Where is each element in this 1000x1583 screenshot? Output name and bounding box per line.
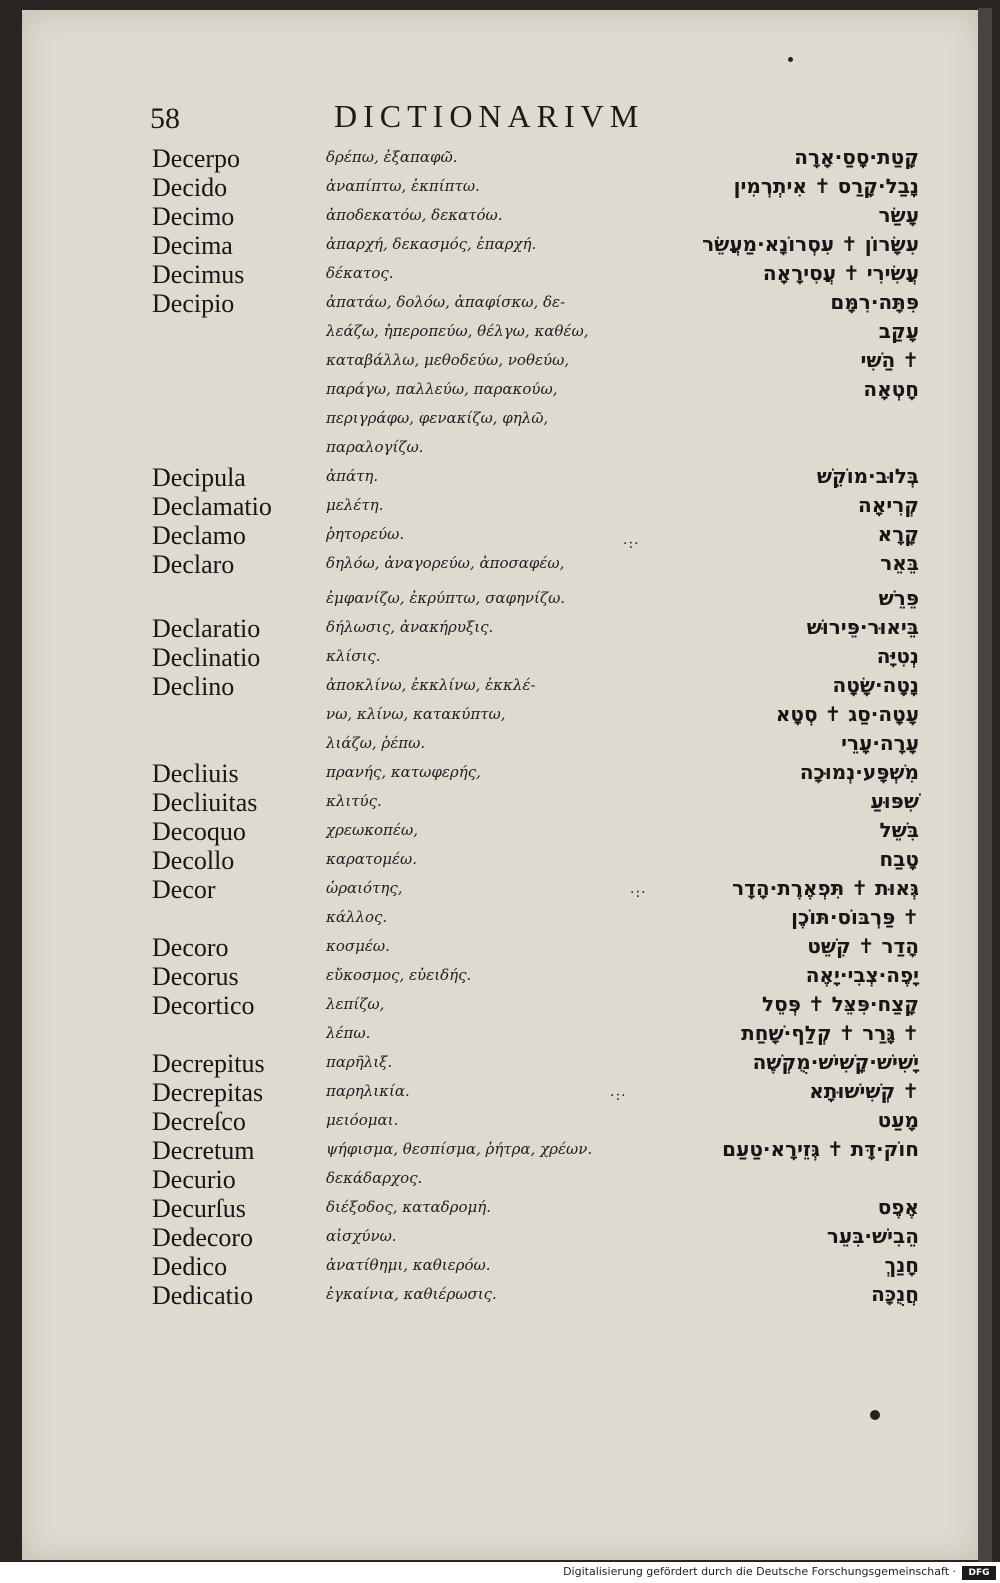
latin-term: Decimo bbox=[152, 202, 235, 231]
hebrew-gloss: עָטָה·סַג ✝ סְטָא bbox=[775, 702, 919, 726]
entry-row bbox=[0, 550, 1000, 580]
hebrew-gloss: אֶפֶס bbox=[877, 1195, 919, 1219]
entry-row bbox=[0, 289, 1000, 319]
greek-gloss: ἀπατάω, δολόω, ἀπαφίσκω, δε- bbox=[326, 293, 566, 311]
latin-term: Decima bbox=[152, 231, 233, 260]
entry-row bbox=[0, 231, 1000, 261]
greek-gloss: μελέτη. bbox=[326, 496, 384, 514]
latin-term: Decipula bbox=[152, 463, 246, 492]
ink-spot bbox=[788, 57, 793, 62]
greek-gloss: ῥητορεύω. bbox=[326, 525, 405, 543]
latin-term: Decrepitas bbox=[152, 1078, 264, 1107]
hebrew-gloss: בְּלוּב·מוֹקֵשׁ bbox=[816, 464, 919, 488]
hebrew-gloss: פֵּרֵשׁ bbox=[878, 586, 919, 610]
greek-gloss: ἀνατίθημι, καθιερόω. bbox=[326, 1256, 491, 1274]
printer-mark: ·:· bbox=[610, 1088, 627, 1104]
page-header bbox=[0, 98, 1000, 138]
greek-gloss: νω, κλίνω, κατακύπτω, bbox=[326, 705, 506, 723]
hebrew-gloss: טָבַח bbox=[879, 847, 919, 871]
hebrew-gloss: בִּשֵּׁל bbox=[879, 818, 919, 842]
hebrew-gloss: יָפֶה·צְבִי·יָאֶה bbox=[805, 963, 919, 987]
hebrew-gloss: קָרָא bbox=[877, 522, 919, 546]
latin-term: Decoquo bbox=[152, 817, 246, 846]
greek-gloss: διέξοδος, καταδρομή. bbox=[326, 1198, 492, 1216]
greek-gloss: κοσμέω. bbox=[326, 937, 390, 955]
greek-gloss: ἀναπίπτω, ἐκπίπτω. bbox=[326, 177, 480, 195]
greek-gloss: πρανής, κατωφερής, bbox=[326, 763, 481, 781]
entry-row bbox=[0, 1020, 1000, 1050]
latin-term: Decido bbox=[152, 173, 228, 202]
ink-spot bbox=[870, 1410, 880, 1420]
entry-row bbox=[0, 1078, 1000, 1108]
latin-term: Decipio bbox=[152, 289, 235, 318]
hebrew-gloss: גְּאוּת ✝ תִּפְאֶרֶת·הָדָר bbox=[732, 876, 919, 900]
latin-term: Decurſus bbox=[152, 1194, 246, 1223]
hebrew-gloss: קְרִיאָה bbox=[858, 493, 919, 517]
entry-row bbox=[0, 672, 1000, 702]
latin-term: Dedecoro bbox=[152, 1223, 254, 1252]
latin-term: Decollo bbox=[152, 846, 235, 875]
greek-gloss: λεάζω, ἠπεροπεύω, θέλγω, καθέω, bbox=[326, 322, 589, 340]
hebrew-gloss: פִּתָּה·רִמָּם bbox=[830, 290, 919, 314]
entry-row bbox=[0, 318, 1000, 348]
greek-gloss: καρατομέω. bbox=[326, 850, 418, 868]
entry-row bbox=[0, 788, 1000, 818]
latin-term: Declinatio bbox=[152, 643, 261, 672]
latin-term: Decimus bbox=[152, 260, 245, 289]
latin-term: Decor bbox=[152, 875, 216, 904]
greek-gloss: ἐγκαίνια, καθιέρωσις. bbox=[326, 1285, 497, 1303]
hebrew-gloss: חָטְאָה bbox=[863, 377, 919, 401]
entry-row bbox=[0, 933, 1000, 963]
entry-row bbox=[0, 991, 1000, 1021]
greek-gloss: λέπω. bbox=[326, 1024, 371, 1042]
hebrew-gloss: נָטָה·שָׂטָה bbox=[832, 673, 919, 697]
printer-mark: ·:· bbox=[623, 536, 640, 552]
entry-row bbox=[0, 1165, 1000, 1195]
entry-row bbox=[0, 144, 1000, 174]
latin-term: Declaratio bbox=[152, 614, 261, 643]
page-number: 58 bbox=[150, 102, 180, 135]
hebrew-gloss: ✝ גָּרַר ✝ קְלַף·שָׁחַת bbox=[741, 1021, 919, 1045]
greek-gloss: μειόομαι. bbox=[326, 1111, 399, 1129]
entry-row bbox=[0, 1136, 1000, 1166]
hebrew-gloss: בֵּיאוּר·פֵּירוּשׁ bbox=[806, 615, 919, 639]
greek-gloss: κλίσις. bbox=[326, 647, 381, 665]
greek-gloss: ψήφισμα, θεσπίσμα, ῥήτρα, χρέων. bbox=[326, 1140, 593, 1158]
latin-term: Decliuis bbox=[152, 759, 239, 788]
entry-row bbox=[0, 875, 1000, 905]
entry-row bbox=[0, 202, 1000, 232]
hebrew-gloss: ✝ פַּרְבּוֹס·תּוֹכֶן bbox=[791, 905, 919, 929]
footer-bar bbox=[0, 1563, 1000, 1583]
entry-row bbox=[0, 1049, 1000, 1079]
hebrew-gloss: עָקַב bbox=[878, 319, 919, 343]
printer-mark: ·:· bbox=[630, 885, 647, 901]
greek-gloss: ἐμφανίζω, ἐκρύπτω, σαφηνίζω. bbox=[326, 589, 566, 607]
entry-row bbox=[0, 376, 1000, 406]
hebrew-gloss: חֲנֻכָּה bbox=[871, 1282, 919, 1306]
funding-notice: Digitalisierung gefördert durch die Deutsche Forschungsgemeinschaft · bbox=[563, 1565, 956, 1578]
hebrew-gloss: שִׁפּוּעַ bbox=[870, 789, 919, 813]
entry-row bbox=[0, 730, 1000, 760]
hebrew-gloss: חָנַךְ bbox=[884, 1253, 919, 1277]
hebrew-gloss: הֵבִישׁ·בִּעֵר bbox=[826, 1224, 919, 1248]
hebrew-gloss: נָבַל·קָרַס ✝ אִיתְרְמִין bbox=[733, 174, 919, 198]
latin-term: Declaro bbox=[152, 550, 235, 579]
entry-row bbox=[0, 463, 1000, 493]
entry-row bbox=[0, 347, 1000, 377]
entry-row bbox=[0, 405, 1000, 435]
entry-row bbox=[0, 585, 1000, 615]
hebrew-gloss: עִשָּׂרוֹן ✝ עִסְרוֹנָא·מַעֲשֵׂר bbox=[702, 232, 919, 256]
entry-row bbox=[0, 434, 1000, 464]
greek-gloss: παρῆλιξ. bbox=[326, 1053, 393, 1071]
greek-gloss: ἀποκλίνω, ἐκκλίνω, ἐκκλέ- bbox=[326, 676, 536, 694]
greek-gloss: περιγράφω, φενακίζω, φηλῶ, bbox=[326, 409, 549, 427]
hebrew-gloss: עָשַׂר bbox=[878, 203, 919, 227]
entry-row bbox=[0, 1281, 1000, 1311]
greek-gloss: ἀπάτη. bbox=[326, 467, 379, 485]
entry-row bbox=[0, 521, 1000, 551]
latin-term: Decretum bbox=[152, 1136, 255, 1165]
greek-gloss: ὡραιότης, bbox=[326, 879, 403, 897]
greek-gloss: κάλλος. bbox=[326, 908, 388, 926]
greek-gloss: λεπίζω, bbox=[326, 995, 385, 1013]
entry-row bbox=[0, 173, 1000, 203]
hebrew-gloss: נְטִיָּה bbox=[876, 644, 919, 668]
greek-gloss: καταβάλλω, μεθοδεύω, νοθεύω, bbox=[326, 351, 570, 369]
entry-row bbox=[0, 701, 1000, 731]
entry-row bbox=[0, 492, 1000, 522]
hebrew-gloss: קָצַח·פִּצֵּל ✝ פְּסֵל bbox=[762, 992, 919, 1016]
hebrew-gloss: קָטַת·סָסַ·אָרָה bbox=[794, 145, 919, 169]
running-title: DICTIONARIVM bbox=[334, 98, 645, 134]
latin-term: Dedicatio bbox=[152, 1281, 254, 1310]
entry-row bbox=[0, 1252, 1000, 1282]
hebrew-gloss: חוֹק·דָּת ✝ גְּזֵירָא·טַעַם bbox=[722, 1137, 919, 1161]
entry-row bbox=[0, 962, 1000, 992]
latin-term: Decreſco bbox=[152, 1107, 246, 1136]
dfg-logo: DFG bbox=[962, 1566, 996, 1580]
hebrew-gloss: עָרָה·עָרֵי bbox=[841, 731, 919, 755]
latin-term: Decorus bbox=[152, 962, 239, 991]
latin-term: Decrepitus bbox=[152, 1049, 265, 1078]
hebrew-gloss: בֵּאֵר bbox=[880, 551, 919, 575]
entry-row bbox=[0, 643, 1000, 673]
hebrew-gloss: מִשְׁפָּע·נְמוּכָה bbox=[799, 760, 919, 784]
entry-row bbox=[0, 260, 1000, 290]
greek-gloss: δηλόω, ἀναγορεύω, ἀποσαφέω, bbox=[326, 554, 565, 572]
hebrew-gloss: מָעַט bbox=[877, 1108, 919, 1132]
greek-gloss: αἰσχύνω. bbox=[326, 1227, 397, 1245]
latin-term: Declino bbox=[152, 672, 235, 701]
latin-term: Declamatio bbox=[152, 492, 272, 521]
greek-gloss: παράγω, παλλεύω, παρακούω, bbox=[326, 380, 558, 398]
entry-row bbox=[0, 1223, 1000, 1253]
latin-term: Declamo bbox=[152, 521, 246, 550]
hebrew-gloss: ✝ הַשִּׁי bbox=[860, 348, 919, 372]
greek-gloss: λιάζω, ῥέπω. bbox=[326, 734, 426, 752]
entry-row bbox=[0, 614, 1000, 644]
greek-gloss: δέκατος. bbox=[326, 264, 394, 282]
entry-row bbox=[0, 817, 1000, 847]
latin-term: Decliuitas bbox=[152, 788, 258, 817]
entry-row bbox=[0, 1107, 1000, 1137]
entry-row bbox=[0, 846, 1000, 876]
hebrew-gloss: עֲשִׂירִי ✝ עֲסִירָאָה bbox=[762, 261, 919, 285]
latin-term: Decerpo bbox=[152, 144, 241, 173]
greek-gloss: χρεωκοπέω, bbox=[326, 821, 418, 839]
greek-gloss: δεκάδαρχος. bbox=[326, 1169, 423, 1187]
greek-gloss: εὔκοσμος, εὐειδής. bbox=[326, 966, 472, 984]
latin-term: Decurio bbox=[152, 1165, 236, 1194]
greek-gloss: παρηλικία. bbox=[326, 1082, 410, 1100]
hebrew-gloss: הָדַר ✝ קִשֵּׁט bbox=[807, 934, 919, 958]
entry-row bbox=[0, 1194, 1000, 1224]
latin-term: Dedico bbox=[152, 1252, 228, 1281]
latin-term: Decoro bbox=[152, 933, 229, 962]
entry-row bbox=[0, 759, 1000, 789]
latin-term: Decortico bbox=[152, 991, 255, 1020]
greek-gloss: παραλογίζω. bbox=[326, 438, 424, 456]
greek-gloss: ἀπαρχή, δεκασμός, ἐπαρχή. bbox=[326, 235, 537, 253]
hebrew-gloss: יָשִׁישׁ·קָשִׁישׁ·מֻקְשֶׁה bbox=[752, 1050, 919, 1074]
hebrew-gloss: ✝ קְשִׁישׁוּתָא bbox=[809, 1079, 919, 1103]
entry-row bbox=[0, 904, 1000, 934]
greek-gloss: κλιτύς. bbox=[326, 792, 382, 810]
greek-gloss: ἀποδεκατόω, δεκατόω. bbox=[326, 206, 503, 224]
greek-gloss: δρέπω, ἐξαπαφῶ. bbox=[326, 148, 458, 166]
greek-gloss: δήλωσις, ἀνακήρυξις. bbox=[326, 618, 494, 636]
